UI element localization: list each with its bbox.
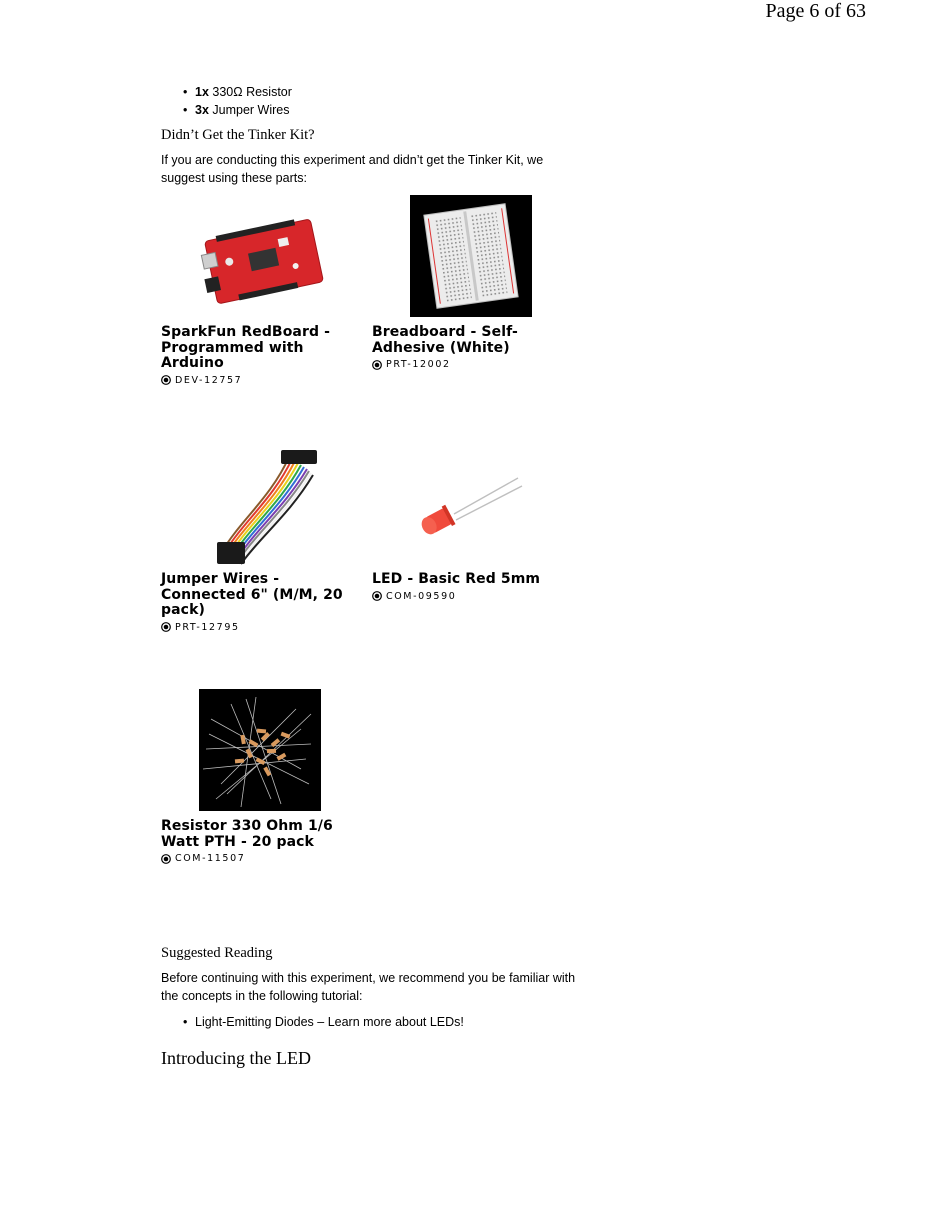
product-card[interactable] bbox=[161, 689, 361, 864]
product-sku bbox=[372, 591, 572, 602]
redboard-image[interactable] bbox=[161, 195, 361, 320]
product-sku bbox=[161, 622, 361, 633]
radio-target-icon bbox=[161, 622, 171, 632]
breadboard-image[interactable] bbox=[372, 195, 572, 320]
product-card[interactable] bbox=[161, 442, 361, 633]
radio-target-icon bbox=[161, 375, 171, 385]
section-heading: Introducing the LED bbox=[161, 1048, 311, 1068]
part-name: 330Ω Resistor bbox=[212, 85, 292, 99]
red-led-image[interactable] bbox=[372, 442, 572, 567]
list-item[interactable] bbox=[183, 1013, 464, 1031]
product-sku bbox=[161, 375, 361, 386]
product-sku-code: DEV-12757 bbox=[175, 374, 243, 386]
page-number: Page 6 of 63 bbox=[765, 0, 866, 22]
tutorial-link[interactable]: Light-Emitting Diodes – Learn more about LEDs! bbox=[195, 1015, 464, 1029]
list-item bbox=[183, 83, 292, 101]
product-sku-code: PRT-12002 bbox=[386, 359, 451, 370]
suggested-reading-heading: Suggested Reading bbox=[161, 945, 273, 961]
product-sku bbox=[372, 359, 572, 370]
tinker-kit-intro: If you are conducting this experiment and didn’t get the Tinker Kit, we suggest using these parts: bbox=[161, 153, 544, 185]
product-sku-code: COM-11507 bbox=[175, 853, 246, 864]
product-sku-code: PRT-12795 bbox=[175, 621, 240, 633]
product-name[interactable]: Jumper Wires - Connected 6" (M/M, 20 pack) bbox=[161, 571, 343, 618]
product-card[interactable] bbox=[372, 442, 572, 602]
radio-target-icon bbox=[161, 854, 171, 864]
product-name[interactable]: Breadboard - Self-Adhesive (White) bbox=[372, 324, 518, 356]
product-sku bbox=[161, 853, 361, 864]
resistors-image[interactable] bbox=[161, 689, 361, 814]
product-card[interactable] bbox=[161, 195, 361, 386]
part-name: Jumper Wires bbox=[212, 103, 290, 117]
part-quantity: 1x bbox=[195, 85, 209, 99]
suggested-reading-list bbox=[183, 1013, 464, 1031]
list-item bbox=[183, 101, 292, 119]
part-quantity: 3x bbox=[195, 103, 209, 117]
product-name[interactable]: Resistor 330 Ohm 1/6 Watt PTH - 20 pack bbox=[161, 818, 333, 850]
radio-target-icon bbox=[372, 360, 382, 370]
product-sku-code: COM-09590 bbox=[386, 590, 457, 602]
tinker-kit-heading: Didn’t Get the Tinker Kit? bbox=[161, 127, 315, 143]
radio-target-icon bbox=[372, 591, 382, 601]
parts-list bbox=[183, 83, 292, 119]
suggested-reading-intro: Before continuing with this experiment, we recommend you be familiar with the concepts in the following tutorial: bbox=[161, 971, 576, 1003]
jumper-wires-image[interactable] bbox=[161, 442, 361, 567]
product-card[interactable] bbox=[372, 195, 572, 370]
product-name[interactable]: LED - Basic Red 5mm bbox=[372, 571, 541, 587]
product-name[interactable]: SparkFun RedBoard - Programmed with Arduino bbox=[161, 324, 330, 371]
